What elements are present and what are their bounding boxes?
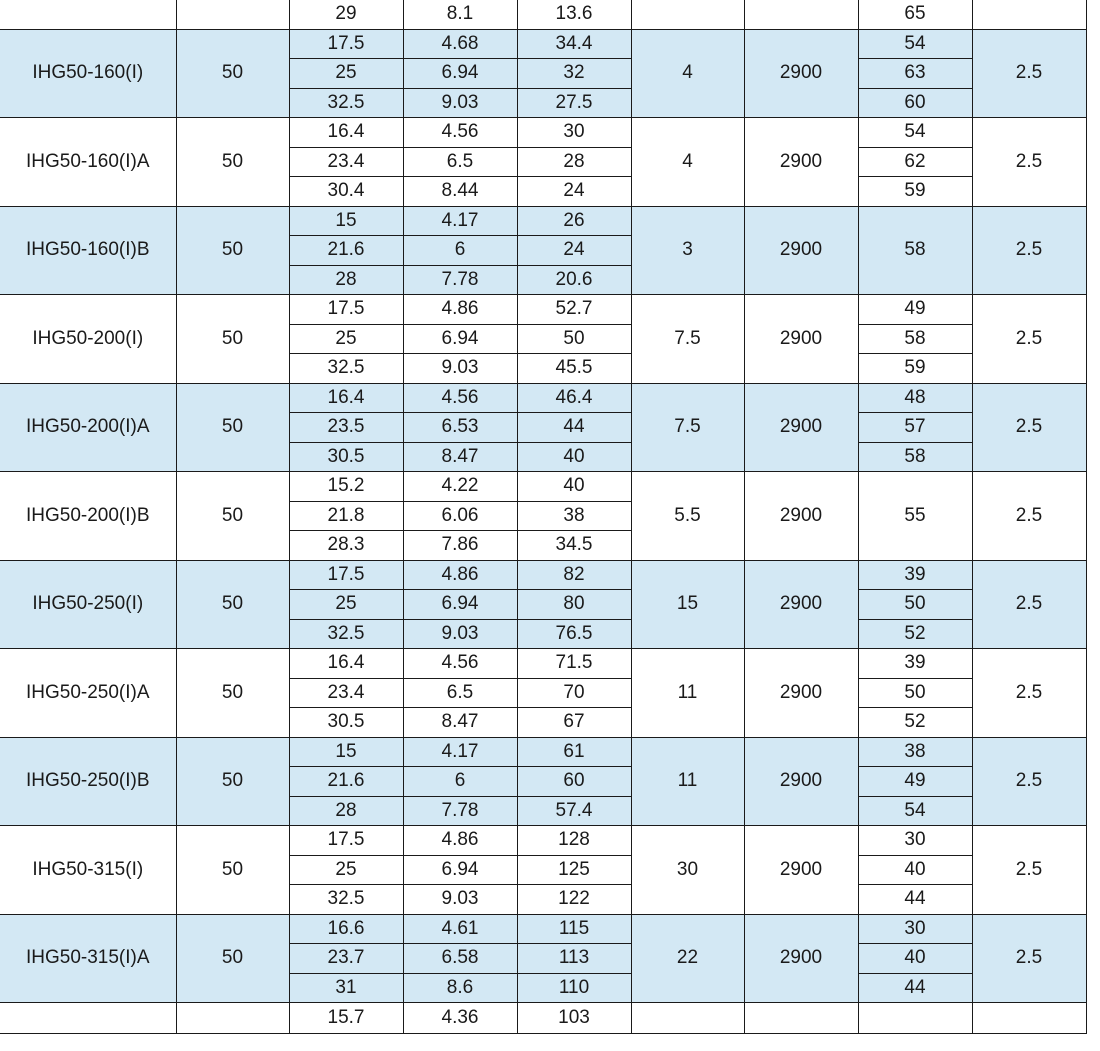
efficiency-cell: 50: [858, 590, 972, 620]
caliber-cell: 50: [176, 737, 289, 826]
caliber-cell: 50: [176, 383, 289, 472]
flow-m3h-cell: 32.5: [289, 354, 403, 384]
caliber-cell: 50: [176, 206, 289, 295]
efficiency-cell: 30: [858, 914, 972, 944]
efficiency-cell: 55: [858, 472, 972, 561]
head-cell: 40: [517, 442, 631, 472]
flow-ls-cell: 4.56: [403, 649, 517, 679]
head-cell: 40: [517, 472, 631, 502]
npsh-cell: [972, 0, 1086, 29]
flow-m3h-cell: 16.4: [289, 649, 403, 679]
table-row: [0, 118, 1086, 148]
flow-m3h-cell: 23.4: [289, 147, 403, 177]
speed-cell: 2900: [744, 737, 858, 826]
flow-m3h-cell: 28.3: [289, 531, 403, 561]
head-cell: 50: [517, 324, 631, 354]
flow-m3h-cell: 23.4: [289, 678, 403, 708]
npsh-cell: [972, 1003, 1086, 1034]
table-row: [0, 560, 1086, 590]
speed-cell: 2900: [744, 649, 858, 738]
flow-ls-cell: 6: [403, 767, 517, 797]
flow-m3h-cell: 17.5: [289, 29, 403, 59]
flow-m3h-cell: 23.7: [289, 944, 403, 974]
flow-ls-cell: 6.94: [403, 324, 517, 354]
flow-m3h-cell: 25: [289, 324, 403, 354]
flow-ls-cell: 8.6: [403, 973, 517, 1003]
efficiency-cell: 50: [858, 678, 972, 708]
table-row: [0, 737, 1086, 767]
efficiency-cell: 54: [858, 29, 972, 59]
head-cell: 80: [517, 590, 631, 620]
power-cell: 7.5: [631, 383, 744, 472]
efficiency-cell: [858, 1003, 972, 1034]
head-cell: 24: [517, 177, 631, 207]
power-cell: 11: [631, 649, 744, 738]
npsh-cell: 2.5: [972, 29, 1086, 118]
flow-ls-cell: 6.58: [403, 944, 517, 974]
head-cell: 34.5: [517, 531, 631, 561]
flow-m3h-cell: 16.6: [289, 914, 403, 944]
head-cell: 61: [517, 737, 631, 767]
flow-ls-cell: 4.86: [403, 560, 517, 590]
head-cell: 38: [517, 501, 631, 531]
efficiency-cell: 54: [858, 118, 972, 148]
head-cell: 13.6: [517, 0, 631, 29]
speed-cell: [744, 1003, 858, 1034]
flow-ls-cell: 4.61: [403, 914, 517, 944]
efficiency-cell: 54: [858, 796, 972, 826]
flow-m3h-cell: 23.5: [289, 413, 403, 443]
flow-ls-cell: 4.56: [403, 118, 517, 148]
efficiency-cell: 49: [858, 767, 972, 797]
flow-m3h-cell: 30.4: [289, 177, 403, 207]
head-cell: 27.5: [517, 88, 631, 118]
model-cell: IHG50-160(I)A: [0, 118, 176, 207]
npsh-cell: 2.5: [972, 826, 1086, 915]
efficiency-cell: 65: [858, 0, 972, 29]
head-cell: 34.4: [517, 29, 631, 59]
power-cell: 30: [631, 826, 744, 915]
efficiency-cell: 49: [858, 295, 972, 325]
head-cell: 24: [517, 236, 631, 266]
table-row: [0, 295, 1086, 325]
flow-ls-cell: 6.94: [403, 59, 517, 89]
head-cell: 60: [517, 767, 631, 797]
flow-m3h-cell: 17.5: [289, 560, 403, 590]
flow-ls-cell: 6.5: [403, 678, 517, 708]
flow-m3h-cell: 25: [289, 590, 403, 620]
efficiency-cell: 40: [858, 855, 972, 885]
table-row: [0, 0, 1086, 29]
efficiency-cell: 44: [858, 973, 972, 1003]
flow-ls-cell: 9.03: [403, 619, 517, 649]
head-cell: 82: [517, 560, 631, 590]
npsh-cell: 2.5: [972, 472, 1086, 561]
npsh-cell: 2.5: [972, 560, 1086, 649]
table-row: [0, 1003, 1086, 1034]
flow-ls-cell: 6.94: [403, 855, 517, 885]
head-cell: 122: [517, 885, 631, 915]
head-cell: 128: [517, 826, 631, 856]
npsh-cell: 2.5: [972, 737, 1086, 826]
efficiency-cell: 48: [858, 383, 972, 413]
caliber-cell: [176, 1003, 289, 1034]
power-cell: 4: [631, 29, 744, 118]
caliber-cell: [176, 0, 289, 29]
head-cell: 70: [517, 678, 631, 708]
head-cell: 45.5: [517, 354, 631, 384]
model-cell: IHG50-200(I)B: [0, 472, 176, 561]
speed-cell: 2900: [744, 383, 858, 472]
model-cell: IHG50-160(I)B: [0, 206, 176, 295]
speed-cell: 2900: [744, 29, 858, 118]
efficiency-cell: 59: [858, 354, 972, 384]
flow-ls-cell: 9.03: [403, 88, 517, 118]
head-cell: 71.5: [517, 649, 631, 679]
table-row: [0, 826, 1086, 856]
head-cell: 26: [517, 206, 631, 236]
power-cell: 3: [631, 206, 744, 295]
flow-ls-cell: 8.44: [403, 177, 517, 207]
efficiency-cell: 44: [858, 885, 972, 915]
caliber-cell: 50: [176, 826, 289, 915]
flow-m3h-cell: 21.6: [289, 236, 403, 266]
npsh-cell: 2.5: [972, 649, 1086, 738]
table-row: [0, 206, 1086, 236]
flow-ls-cell: 4.22: [403, 472, 517, 502]
head-cell: 76.5: [517, 619, 631, 649]
model-cell: [0, 1003, 176, 1034]
efficiency-cell: 30: [858, 826, 972, 856]
flow-ls-cell: 6.94: [403, 590, 517, 620]
flow-ls-cell: 8.1: [403, 0, 517, 29]
head-cell: 67: [517, 708, 631, 738]
flow-m3h-cell: 15: [289, 206, 403, 236]
flow-ls-cell: 9.03: [403, 354, 517, 384]
model-cell: IHG50-200(I): [0, 295, 176, 384]
efficiency-cell: 39: [858, 649, 972, 679]
flow-ls-cell: 4.86: [403, 295, 517, 325]
table-row: [0, 383, 1086, 413]
flow-m3h-cell: 15.2: [289, 472, 403, 502]
efficiency-cell: 63: [858, 59, 972, 89]
flow-m3h-cell: 21.6: [289, 767, 403, 797]
npsh-cell: 2.5: [972, 383, 1086, 472]
caliber-cell: 50: [176, 560, 289, 649]
head-cell: 20.6: [517, 265, 631, 295]
flow-ls-cell: 4.68: [403, 29, 517, 59]
flow-m3h-cell: 15: [289, 737, 403, 767]
caliber-cell: 50: [176, 649, 289, 738]
efficiency-cell: 58: [858, 206, 972, 295]
flow-ls-cell: 4.56: [403, 383, 517, 413]
caliber-cell: 50: [176, 914, 289, 1003]
model-cell: IHG50-200(I)A: [0, 383, 176, 472]
flow-ls-cell: 6.53: [403, 413, 517, 443]
efficiency-cell: 40: [858, 944, 972, 974]
flow-m3h-cell: 21.8: [289, 501, 403, 531]
speed-cell: 2900: [744, 826, 858, 915]
flow-m3h-cell: 30.5: [289, 442, 403, 472]
speed-cell: 2900: [744, 295, 858, 384]
flow-m3h-cell: 29: [289, 0, 403, 29]
speed-cell: 2900: [744, 914, 858, 1003]
model-cell: IHG50-315(I)A: [0, 914, 176, 1003]
flow-m3h-cell: 16.4: [289, 383, 403, 413]
efficiency-cell: 52: [858, 708, 972, 738]
flow-m3h-cell: 32.5: [289, 619, 403, 649]
flow-ls-cell: 6: [403, 236, 517, 266]
flow-m3h-cell: 16.4: [289, 118, 403, 148]
flow-ls-cell: 6.5: [403, 147, 517, 177]
flow-ls-cell: 7.86: [403, 531, 517, 561]
speed-cell: [744, 0, 858, 29]
head-cell: 103: [517, 1003, 631, 1034]
flow-m3h-cell: 15.7: [289, 1003, 403, 1034]
head-cell: 32: [517, 59, 631, 89]
flow-ls-cell: 4.17: [403, 737, 517, 767]
efficiency-cell: 57: [858, 413, 972, 443]
table-row: [0, 649, 1086, 679]
npsh-cell: 2.5: [972, 914, 1086, 1003]
head-cell: 44: [517, 413, 631, 443]
power-cell: 5.5: [631, 472, 744, 561]
table-row: [0, 472, 1086, 502]
flow-ls-cell: 6.06: [403, 501, 517, 531]
head-cell: 46.4: [517, 383, 631, 413]
power-cell: 7.5: [631, 295, 744, 384]
head-cell: 28: [517, 147, 631, 177]
head-cell: 113: [517, 944, 631, 974]
power-cell: 15: [631, 560, 744, 649]
efficiency-cell: 38: [858, 737, 972, 767]
table-row: [0, 29, 1086, 59]
flow-ls-cell: 4.17: [403, 206, 517, 236]
speed-cell: 2900: [744, 560, 858, 649]
flow-m3h-cell: 17.5: [289, 826, 403, 856]
efficiency-cell: 39: [858, 560, 972, 590]
model-cell: IHG50-315(I): [0, 826, 176, 915]
speed-cell: 2900: [744, 118, 858, 207]
caliber-cell: 50: [176, 118, 289, 207]
head-cell: 115: [517, 914, 631, 944]
power-cell: 4: [631, 118, 744, 207]
power-cell: [631, 0, 744, 29]
flow-m3h-cell: 32.5: [289, 885, 403, 915]
flow-ls-cell: 4.86: [403, 826, 517, 856]
head-cell: 110: [517, 973, 631, 1003]
flow-m3h-cell: 25: [289, 855, 403, 885]
caliber-cell: 50: [176, 29, 289, 118]
flow-m3h-cell: 28: [289, 796, 403, 826]
speed-cell: 2900: [744, 472, 858, 561]
model-cell: IHG50-250(I): [0, 560, 176, 649]
flow-m3h-cell: 17.5: [289, 295, 403, 325]
flow-ls-cell: 8.47: [403, 708, 517, 738]
speed-cell: 2900: [744, 206, 858, 295]
model-cell: IHG50-250(I)A: [0, 649, 176, 738]
model-cell: IHG50-250(I)B: [0, 737, 176, 826]
flow-ls-cell: 7.78: [403, 796, 517, 826]
flow-m3h-cell: 30.5: [289, 708, 403, 738]
npsh-cell: 2.5: [972, 206, 1086, 295]
efficiency-cell: 58: [858, 324, 972, 354]
efficiency-cell: 62: [858, 147, 972, 177]
flow-ls-cell: 9.03: [403, 885, 517, 915]
caliber-cell: 50: [176, 295, 289, 384]
head-cell: 52.7: [517, 295, 631, 325]
flow-m3h-cell: 32.5: [289, 88, 403, 118]
model-cell: IHG50-160(I): [0, 29, 176, 118]
table-row: [0, 914, 1086, 944]
power-cell: 11: [631, 737, 744, 826]
flow-m3h-cell: 25: [289, 59, 403, 89]
flow-m3h-cell: 28: [289, 265, 403, 295]
flow-ls-cell: 7.78: [403, 265, 517, 295]
flow-ls-cell: 8.47: [403, 442, 517, 472]
power-cell: [631, 1003, 744, 1034]
npsh-cell: 2.5: [972, 118, 1086, 207]
flow-ls-cell: 4.36: [403, 1003, 517, 1034]
model-cell: [0, 0, 176, 29]
efficiency-cell: 58: [858, 442, 972, 472]
npsh-cell: 2.5: [972, 295, 1086, 384]
efficiency-cell: 60: [858, 88, 972, 118]
head-cell: 57.4: [517, 796, 631, 826]
power-cell: 22: [631, 914, 744, 1003]
caliber-cell: 50: [176, 472, 289, 561]
head-cell: 30: [517, 118, 631, 148]
flow-m3h-cell: 31: [289, 973, 403, 1003]
efficiency-cell: 52: [858, 619, 972, 649]
head-cell: 125: [517, 855, 631, 885]
efficiency-cell: 59: [858, 177, 972, 207]
